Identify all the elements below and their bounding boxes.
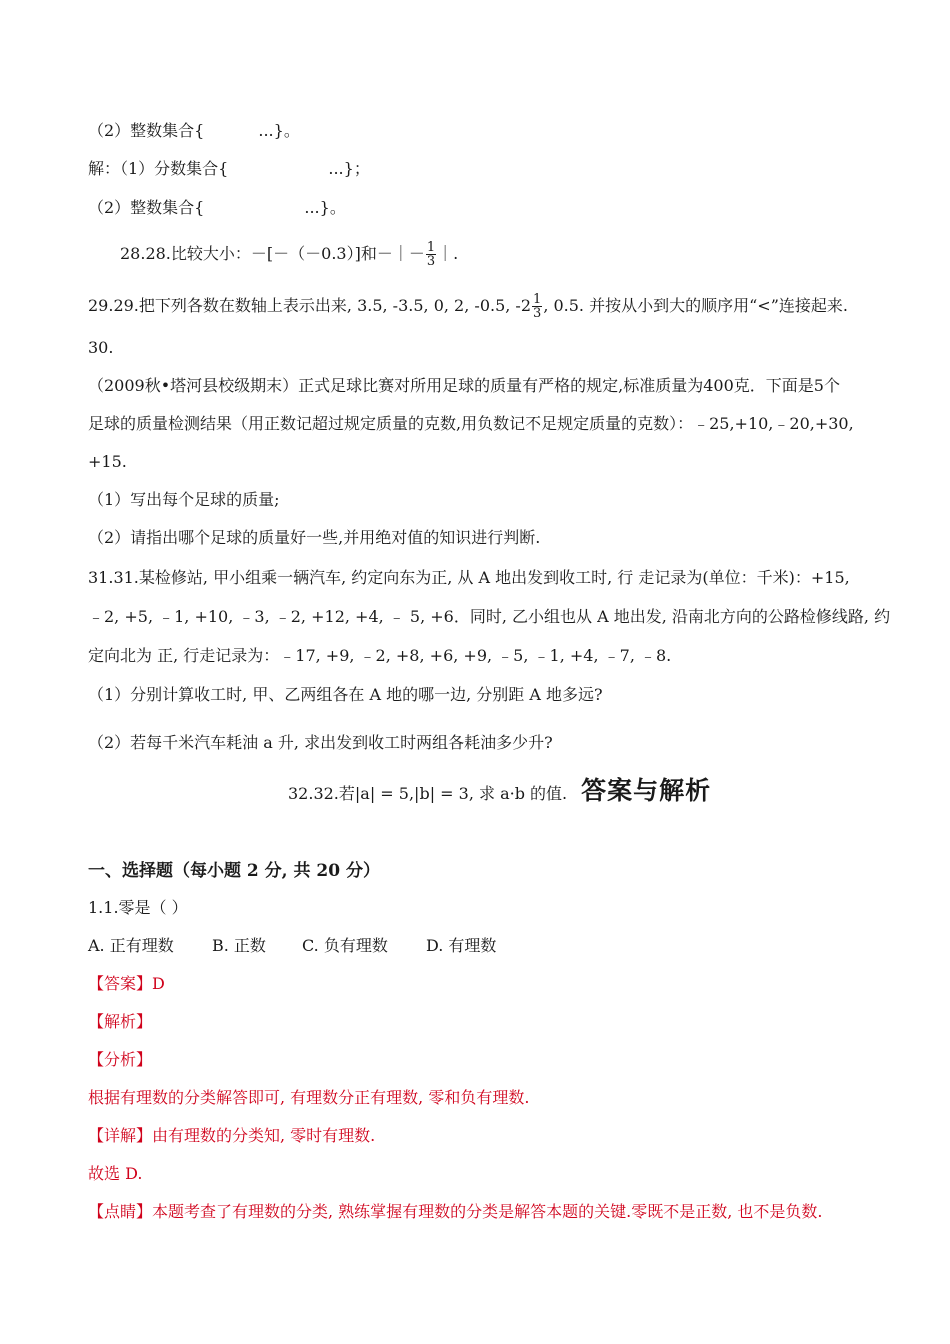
- integer-set-end: ...}。: [258, 121, 300, 140]
- solution-integer-set: [88, 197, 346, 219]
- question-31-line-1: 31.31.某检修站, 甲小组乘一辆汽车, 约定向东为正, 从 A 地出发到收工时, 行 走记录为(单位：千米)：+15,: [88, 568, 850, 587]
- option-b: B. 正数: [212, 936, 266, 955]
- question-28: [120, 240, 458, 268]
- question-1-options: [88, 935, 496, 957]
- choose-text: 故选 D.: [88, 1164, 143, 1183]
- option-c: C. 负有理数: [302, 936, 388, 955]
- solution-integer-label: （2）整数集合{: [88, 198, 205, 217]
- question-29-fraction: [532, 293, 542, 320]
- question-30-number: 30.: [88, 338, 114, 357]
- detail-text: 【详解】由有理数的分类知, 零时有理数.: [88, 1126, 376, 1145]
- answers-title: 答案与解析: [581, 776, 712, 805]
- question-30-sub-1: （1）写出每个足球的质量;: [88, 490, 280, 509]
- fenxi-text: 根据有理数的分类解答即可, 有理数分正有理数, 零和负有理数.: [88, 1088, 530, 1107]
- integer-set-prompt: [88, 120, 300, 142]
- solution-fraction-label: 解：（1）分数集合{: [88, 159, 229, 178]
- fraction-numerator: 1: [533, 292, 542, 307]
- comment-text: 【点睛】本题考查了有理数的分类, 熟练掌握有理数的分类是解答本题的关键.零既不是正数, 也不是负数.: [88, 1202, 823, 1221]
- question-30-line-1: （2009秋•塔河县校级期末）正式足球比赛对所用足球的质量有严格的规定,标准质量为400克．下面是5个: [88, 376, 840, 395]
- question-29-text-a: 29.29.把下列各数在数轴上表示出来, 3.5, -3.5, 0, 2, -0.5, -2: [88, 296, 532, 315]
- question-29-text-b: , 0.5. 并按从小到大的顺序用“<”连接起来.: [543, 296, 848, 315]
- question-30-sub-2: （2）请指出哪个足球的质量好一些,并用绝对值的知识进行判断.: [88, 528, 541, 547]
- question-31-sub-1: （1）分别计算收工时, 甲、乙两组各在 A 地的哪一边, 分别距 A 地多远?: [88, 685, 603, 704]
- fraction-denominator: 3: [533, 306, 542, 321]
- solution-fraction-set: [88, 158, 370, 180]
- question-29: [88, 292, 848, 320]
- solution-integer-end: ...}。: [304, 198, 346, 217]
- fraction-denominator: 3: [426, 254, 436, 269]
- question-32-text: 32.32.若|a| = 5,|b| = 3, 求 a·b 的值.: [288, 784, 568, 803]
- question-30-line-3: +15.: [88, 452, 127, 471]
- question-31-line-3: 定向北为 正, 行走记录为：﹣17, +9, ﹣2, +8, +6, +9, ﹣5, ﹣1, +4, ﹣7, ﹣8.: [88, 646, 672, 665]
- solution-fraction-end: ...}；: [328, 159, 370, 178]
- question-31-sub-2: （2）若每千米汽车耗油 a 升, 求出发到收工时两组各耗油多少升?: [88, 733, 553, 752]
- question-1-stem: 1.1.零是（ ）: [88, 898, 188, 917]
- integer-set-label: （2）整数集合{: [88, 121, 205, 140]
- question-28-text-a: 28.28.比较大小：－[－（－0.3）]和－｜－: [120, 244, 425, 263]
- question-32: [288, 776, 711, 809]
- fenxi-label: 【分析】: [88, 1050, 153, 1069]
- answer-label: 【答案】D: [88, 974, 165, 993]
- question-30-line-2: 足球的质量检测结果（用正数记超过规定质量的克数,用负数记不足规定质量的克数）：﹣25,+10,﹣20,+30,: [88, 414, 854, 433]
- question-28-text-b: ｜.: [437, 244, 459, 263]
- option-d: D. 有理数: [426, 936, 497, 955]
- analysis-label: 【解析】: [88, 1012, 153, 1031]
- question-31-line-2: ﹣2, +5, ﹣1, +10, ﹣3, ﹣2, +12, +4, ﹣ 5, +6．同时, 乙小组也从 A 地出发, 沿南北方向的公路检修线路, 约: [88, 607, 891, 626]
- section-title: 一、选择题（每小题 2 分, 共 20 分）: [88, 861, 380, 881]
- option-a: A. 正有理数: [88, 936, 174, 955]
- question-28-fraction: [426, 241, 436, 268]
- fraction-numerator: 1: [426, 240, 436, 255]
